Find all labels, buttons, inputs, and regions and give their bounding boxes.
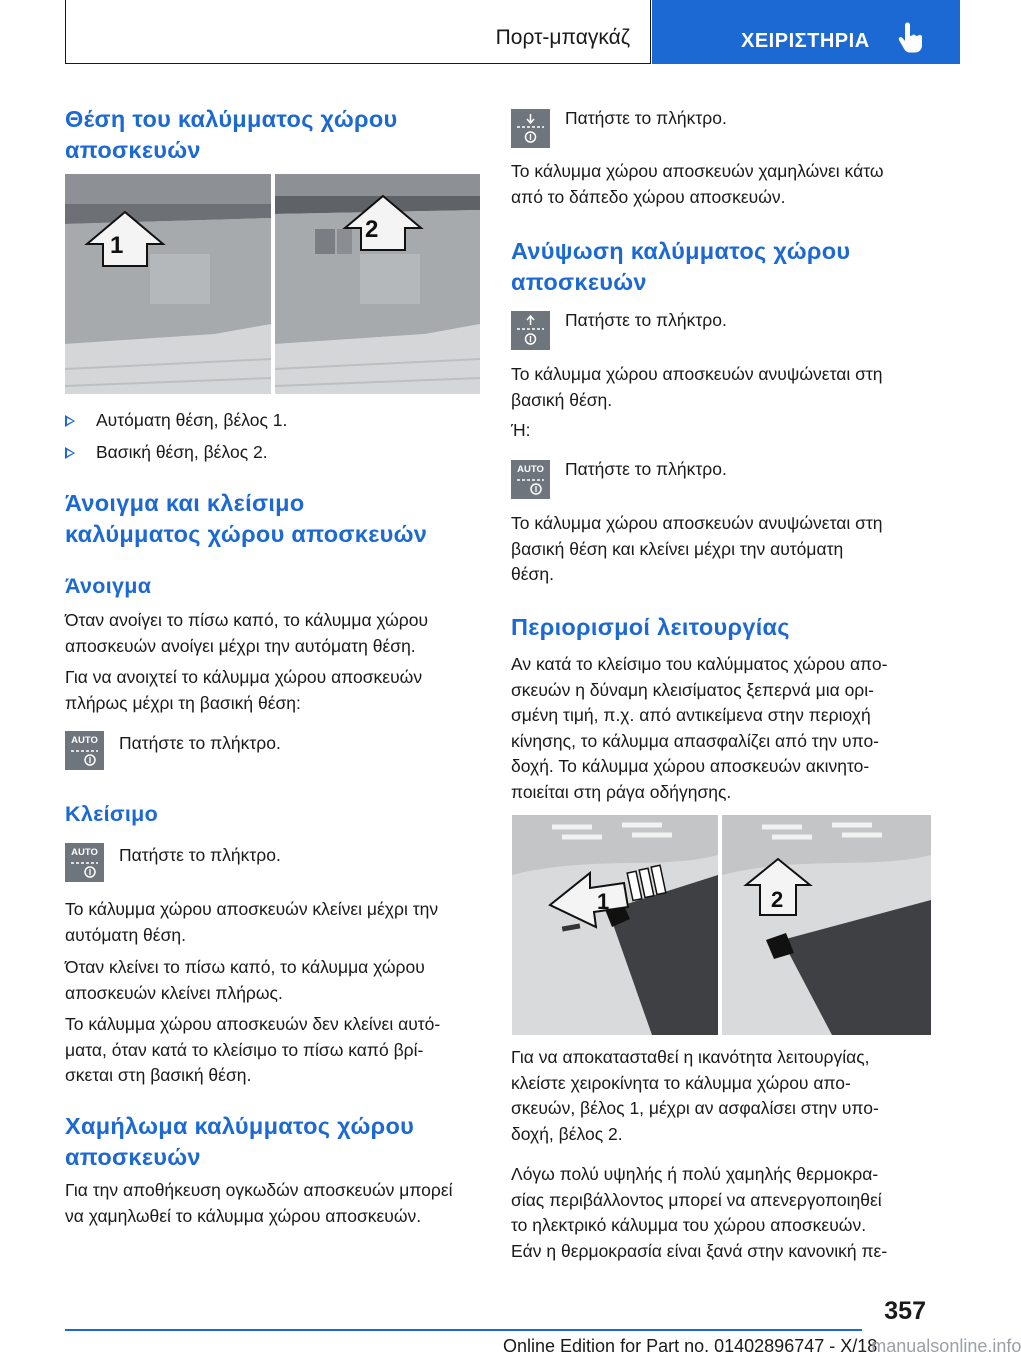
text-line: κλείστε χειροκίνητα το κάλυμμα χώρου απο-	[511, 1072, 851, 1093]
auto-key-icon	[65, 731, 104, 770]
paragraph-limits-3	[511, 1162, 887, 1264]
header-section-box	[65, 0, 651, 64]
bullet-triangle-icon	[65, 415, 75, 427]
auto-key-label: AUTO	[517, 464, 544, 475]
arrow-label: 2	[771, 887, 784, 912]
paragraph-open-2	[65, 665, 422, 716]
heading-line: Άνοιγμα και κλείσιμο	[65, 490, 305, 516]
heading-raise-cover	[511, 236, 850, 298]
heading-close: Κλείσιμο	[65, 802, 159, 826]
press-key-text: Πατήστε το πλήκτρο.	[565, 108, 727, 128]
text-line: Για την αποθήκευση ογκωδών αποσκευών μπορεί	[65, 1180, 453, 1200]
text-line: σκευών, βέλος 1, μέχρι αν ασφαλίσει στην υπο-	[511, 1098, 879, 1118]
text-line: ματα, όταν κατά το κλείσιμο το πίσω καπό βρί-	[65, 1039, 424, 1060]
figure-cover-auto-position	[65, 174, 271, 394]
text-line: βασική θέση.	[511, 389, 613, 410]
arrow-label: 2	[365, 216, 379, 243]
paragraph-raise-1	[511, 362, 883, 413]
heading-line: αποσκευών	[65, 1144, 201, 1170]
paragraph-limits-1	[511, 652, 887, 805]
paragraph-lower-1	[65, 1178, 453, 1229]
auto-key-icon	[511, 460, 550, 499]
text-line: από το δάπεδο χώρου αποσκευών.	[511, 186, 786, 207]
press-key-text: Πατήστε το πλήκτρο.	[119, 845, 281, 865]
text-line: Για να αποκατασταθεί η ικανότητα λειτουργίας,	[511, 1047, 870, 1067]
heading-open: Άνοιγμα	[65, 574, 152, 598]
heading-limits: Περιορισμοί λειτουργίας	[511, 614, 790, 640]
text-line: αποσκευών ανοίγει μέχρι την αυτόματη θέση.	[65, 635, 416, 656]
footer-divider	[65, 1329, 862, 1331]
auto-key-label: AUTO	[71, 735, 98, 746]
header-chapter-title: ΧΕΙΡΙΣΤΗΡΙΑ	[741, 30, 870, 52]
bullet-triangle-icon	[65, 447, 75, 459]
press-key-text: Πατήστε το πλήκτρο.	[565, 310, 727, 330]
text-line: πλήρως μέχρι τη βασική θέση:	[65, 692, 301, 713]
text-line: σίας περιβάλλοντος μπορεί να απενεργοποιηθεί	[511, 1189, 882, 1210]
text-line: δοχή, βέλος 2.	[511, 1123, 623, 1144]
hand-pointer-icon	[896, 22, 926, 54]
text-line: το ηλεκτρικό κάλυμμα του χώρου αποσκευών.	[511, 1215, 867, 1235]
paragraph-close-1	[65, 897, 438, 948]
figure-cover-locked	[722, 815, 931, 1035]
text-line: δοχή. Το κάλυμμα χώρου αποσκευών ακινητο-	[511, 756, 870, 776]
text-line: να χαμηλωθεί το κάλυμμα χώρου αποσκευών.	[65, 1205, 422, 1226]
text-line: σκευών η δύναμη κλεισίματος ξεπερνά μια ορι-	[511, 679, 874, 700]
heading-line: Χαμήλωμα καλύμματος χώρου	[65, 1113, 415, 1139]
heading-line: αποσκευών	[65, 137, 201, 163]
text-line: Αν κατά το κλείσιμο του καλύμματος χώρου απο-	[511, 654, 888, 674]
press-key-text: Πατήστε το πλήκτρο.	[565, 459, 727, 479]
arrow-label: 1	[597, 889, 610, 914]
text-line: Το κάλυμμα χώρου αποσκευών δεν κλείνει αυτό-	[65, 1014, 441, 1034]
text-line: βασική θέση και κλείνει μέχρι την αυτόματη	[511, 538, 844, 559]
text-line: θέση.	[511, 564, 554, 584]
footer-edition	[503, 1336, 1021, 1357]
lower-key-icon	[511, 109, 550, 148]
paragraph-lower-2	[511, 159, 884, 210]
text-line: σκεται στη βασική θέση.	[65, 1065, 252, 1085]
paragraph-close-3	[65, 1012, 440, 1089]
text-line: Εάν η θερμοκρασία είναι ξανά στην κανονική πε-	[511, 1240, 888, 1261]
auto-key-icon	[65, 843, 104, 882]
text-line: Όταν ανοίγει το πίσω καπό, το κάλυμμα χώρου	[65, 610, 429, 630]
press-key-text: Πατήστε το πλήκτρο.	[119, 733, 281, 753]
or-text: Ή:	[511, 420, 531, 440]
bullet-text: Αυτόματη θέση, βέλος 1.	[96, 410, 288, 430]
paragraph-open-1	[65, 608, 428, 659]
text-line: αποσκευών κλείνει πλήρως.	[65, 982, 283, 1003]
text-line: σμένη τιμή, π.χ. από αντικείμενα στην περιοχή	[511, 705, 871, 725]
heading-line: Θέση του καλύμματος χώρου	[65, 106, 398, 132]
text-line: Το κάλυμμα χώρου αποσκευών ανυψώνεται στη	[511, 364, 883, 384]
trunk-photo-2	[275, 174, 480, 394]
paragraph-raise-2	[511, 511, 883, 588]
auto-key-label: AUTO	[71, 847, 98, 858]
footer-edition-text: Online Edition for Part no. 01402896747 - X/18	[503, 1336, 878, 1356]
header-section-title: Πορτ-μπαγκάζ	[495, 26, 630, 49]
text-line: Το κάλυμμα χώρου αποσκευών κλείνει μέχρι την	[65, 899, 439, 919]
trunk-rail-photo-2	[722, 815, 931, 1035]
paragraph-limits-2	[511, 1045, 879, 1147]
text-line: ποιείται στη ράγα οδήγησης.	[511, 781, 732, 802]
text-line: αυτόματη θέση.	[65, 924, 186, 945]
heading-line: Ανύψωση καλύμματος χώρου	[511, 238, 851, 264]
heading-open-close	[65, 488, 427, 550]
raise-key-icon	[511, 311, 550, 350]
header-chapter-tab[interactable]	[652, 0, 960, 64]
footer-watermark: manualsonline.info	[871, 1336, 1021, 1356]
arrow-label: 1	[110, 232, 124, 259]
text-line: Για να ανοιχτεί το κάλυμμα χώρου αποσκευών	[65, 667, 423, 687]
heading-cover-position	[65, 104, 398, 166]
paragraph-close-2	[65, 955, 425, 1006]
text-line: κίνησης, το κάλυμμα απασφαλίζει από την υπο-	[511, 730, 880, 751]
figure-cover-unlocked	[512, 815, 718, 1035]
text-line: Το κάλυμμα χώρου αποσκευών ανυψώνεται στη	[511, 513, 883, 533]
heading-line: αποσκευών	[511, 269, 647, 295]
heading-lower-cover	[65, 1111, 414, 1173]
text-line: Όταν κλείνει το πίσω καπό, το κάλυμμα χώρου	[65, 957, 425, 977]
text-line: Το κάλυμμα χώρου αποσκευών χαμηλώνει κάτω	[511, 161, 884, 181]
heading-line: καλύμματος χώρου αποσκευών	[65, 521, 428, 547]
trunk-rail-photo-1	[512, 815, 718, 1035]
bullet-text: Βασική θέση, βέλος 2.	[96, 442, 268, 462]
figure-cover-base-position	[275, 174, 480, 394]
text-line: Λόγω πολύ υψηλής ή πολύ χαμηλής θερμοκρα-	[511, 1164, 879, 1184]
trunk-photo-1	[65, 174, 271, 394]
page-number: 357	[884, 1297, 926, 1325]
